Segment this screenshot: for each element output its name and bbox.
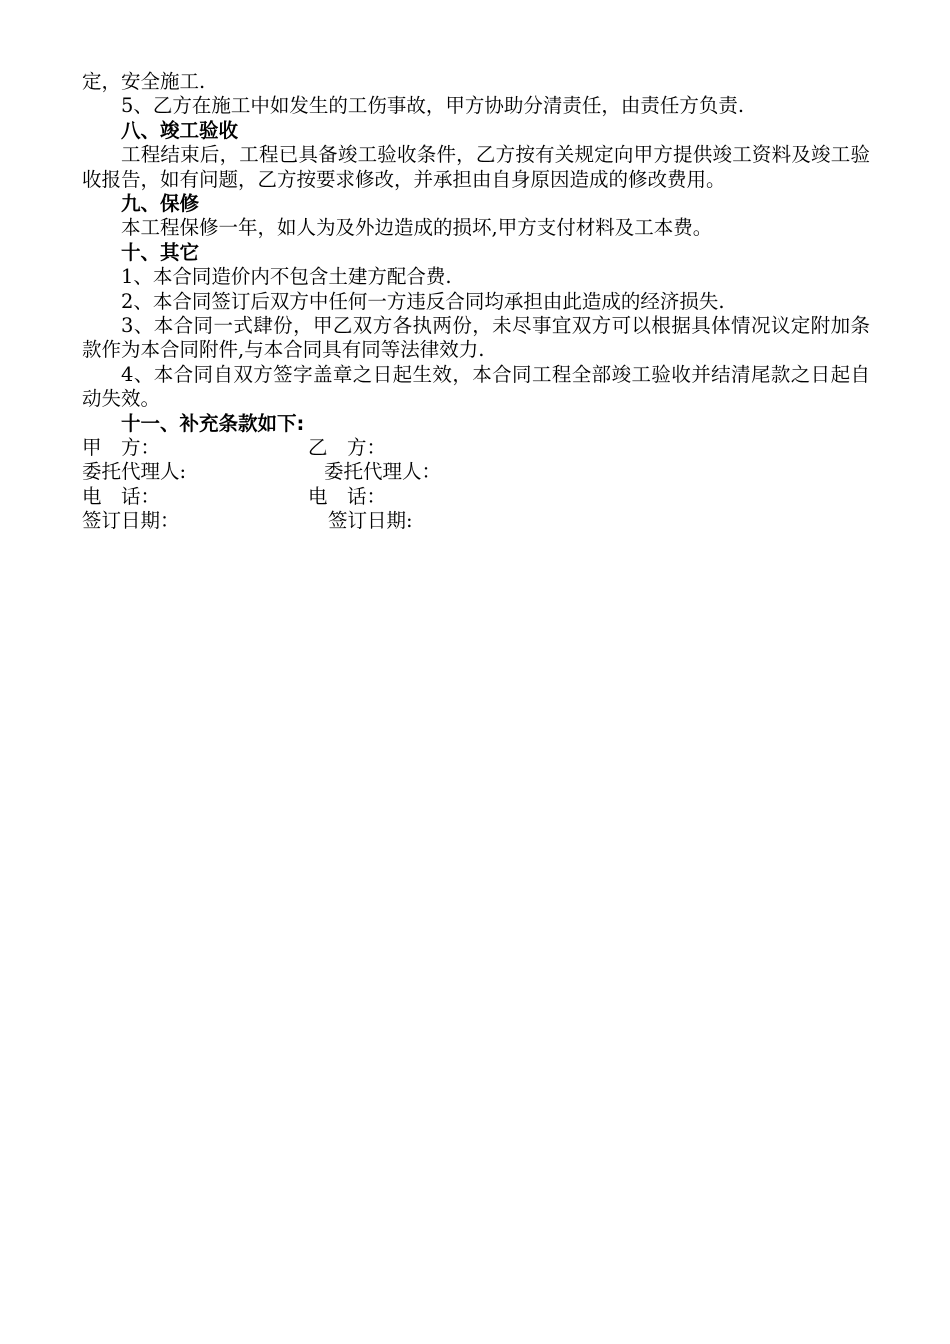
agent-a-label: 委托代理人:: [82, 460, 187, 484]
clause-item-5: 5、乙方在施工中如发生的工伤事故，甲方协助分清责任，由责任方负责.: [121, 94, 745, 118]
party-b-label: 乙 方：: [308, 436, 387, 460]
party-a-label: 甲 方：: [82, 436, 161, 460]
phone-a-label: 电 话：: [82, 484, 161, 508]
continuation-text: 定，安全施工.: [82, 70, 206, 93]
other-item-4: 4、本合同自双方签字盖章之日起生效，本合同工程全部竣工验收并结清尾款之日起自动失效。: [82, 362, 870, 411]
date-b-label: 签订日期:: [328, 509, 413, 533]
section-body-completion: 工程结束后，工程已具备竣工验收条件，乙方按有关规定向甲方提供竣工资料及竣工验收报告，如有问题，乙方按要求修改，并承担由自身原因造成的修改费用。: [82, 143, 870, 191]
other-item-1: 1、本合同造价内不包含土建方配合费.: [121, 265, 452, 289]
date-a-label: 签订日期：: [82, 509, 180, 533]
signature-row-party: [82, 436, 870, 460]
signature-row-agent: [82, 460, 870, 484]
signature-row-date: [82, 509, 870, 533]
other-item-2: 2、本合同签订后双方中任何一方违反合同均承担由此造成的经济损失.: [121, 289, 725, 313]
section-heading-warranty: 九、保修: [121, 192, 200, 216]
section-heading-completion: 八、竣工验收: [121, 118, 239, 142]
signature-row-phone: [82, 485, 870, 509]
section-heading-supplement: 十一、补充条款如下:: [121, 411, 305, 435]
other-item-3: 3、本合同一式肆份，甲乙双方各执两份，未尽事宜双方可以根据具体情况议定附加条款作为本合同附件,与本合同具有同等法律效力.: [82, 314, 870, 362]
contract-page: [82, 70, 870, 534]
phone-b-label: 电 话：: [308, 484, 387, 508]
section-heading-other: 十、其它: [121, 240, 200, 264]
agent-b-label: 委托代理人：: [324, 460, 442, 484]
section-body-warranty: 本工程保修一年，如人为及外边造成的损坏,甲方支付材料及工本费。: [121, 216, 713, 240]
